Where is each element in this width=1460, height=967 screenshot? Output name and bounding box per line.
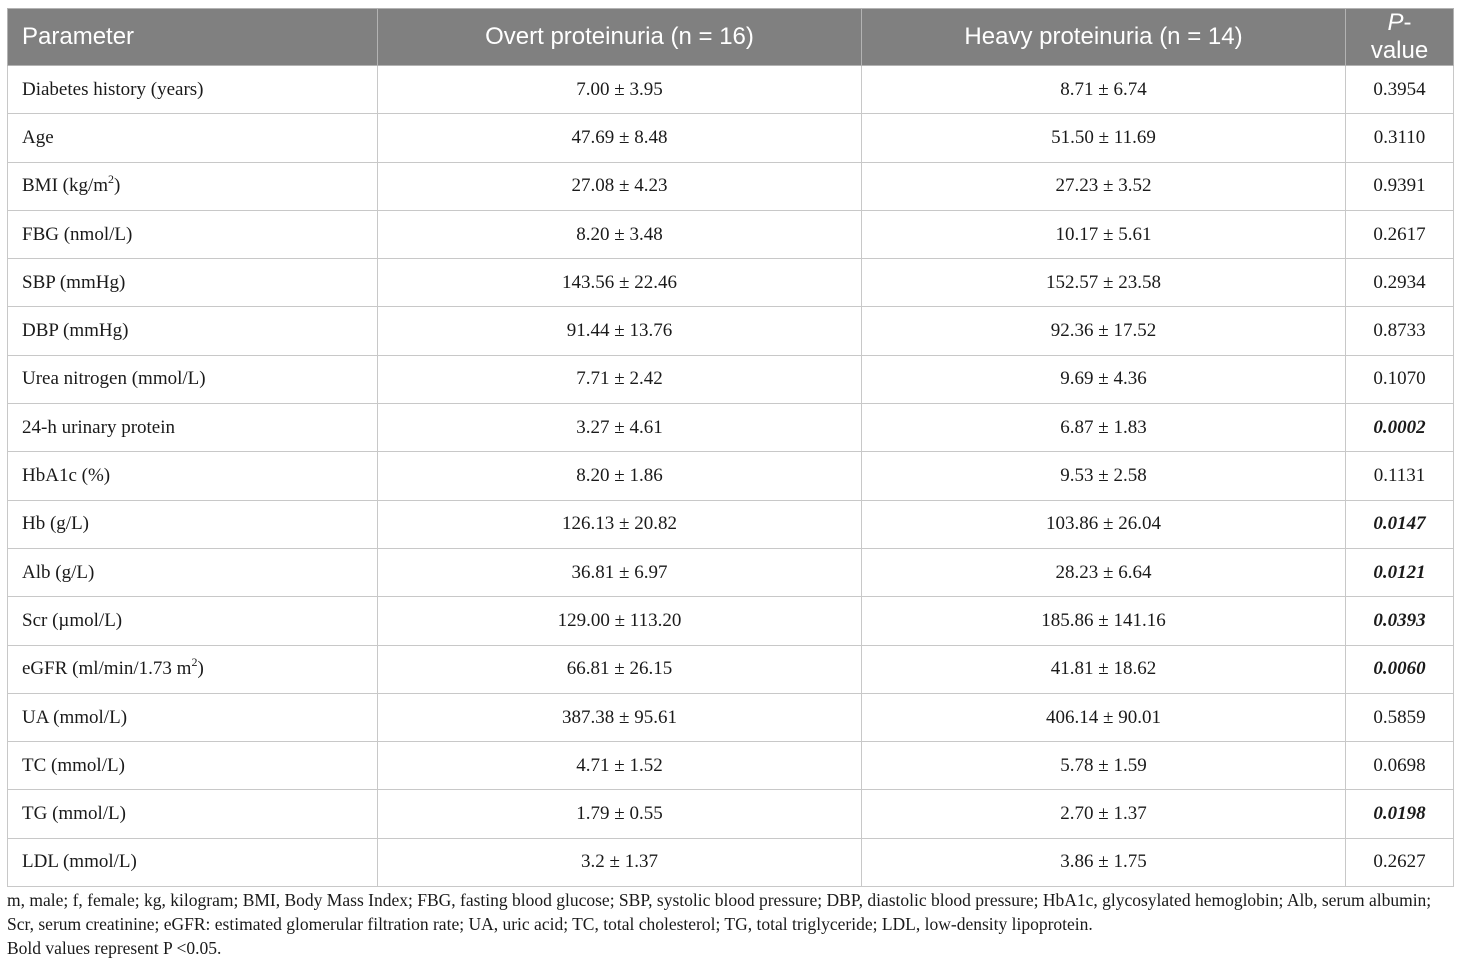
cell-heavy-value: 103.86 ± 26.04 bbox=[862, 500, 1346, 548]
cell-heavy-value: 406.14 ± 90.01 bbox=[862, 693, 1346, 741]
header-overt-proteinuria: Overt proteinuria (n = 16) bbox=[378, 9, 862, 66]
cell-p-value: 0.1070 bbox=[1346, 355, 1454, 403]
table-footnote bbox=[7, 888, 1457, 960]
parameter-text: eGFR (ml/min/1.73 m bbox=[22, 658, 192, 680]
cell-overt-value: 1.79 ± 0.55 bbox=[378, 790, 862, 838]
table-row bbox=[8, 693, 1454, 741]
cell-heavy-value: 2.70 ± 1.37 bbox=[862, 790, 1346, 838]
cell-heavy-value: 51.50 ± 11.69 bbox=[862, 114, 1346, 162]
parameter-text-end: ) bbox=[197, 658, 204, 680]
cell-overt-value: 91.44 ± 13.76 bbox=[378, 307, 862, 355]
table-row bbox=[8, 838, 1454, 886]
cell-parameter: SBP (mmHg) bbox=[8, 259, 378, 307]
table-row bbox=[8, 548, 1454, 596]
cell-heavy-value: 9.69 ± 4.36 bbox=[862, 355, 1346, 403]
cell-heavy-value: 152.57 ± 23.58 bbox=[862, 259, 1346, 307]
cell-p-value: 0.2934 bbox=[1346, 259, 1454, 307]
cell-parameter: TC (mmol/L) bbox=[8, 742, 378, 790]
cell-parameter: TG (mmol/L) bbox=[8, 790, 378, 838]
cell-overt-value: 7.71 ± 2.42 bbox=[378, 355, 862, 403]
cell-heavy-value: 92.36 ± 17.52 bbox=[862, 307, 1346, 355]
cell-p-value-significant: 0.0060 bbox=[1346, 645, 1454, 693]
cell-overt-value: 126.13 ± 20.82 bbox=[378, 500, 862, 548]
header-p-suffix: -value bbox=[1370, 9, 1429, 64]
cell-overt-value: 3.2 ± 1.37 bbox=[378, 838, 862, 886]
cell-overt-value: 143.56 ± 22.46 bbox=[378, 259, 862, 307]
table-row bbox=[8, 66, 1454, 114]
cell-overt-value: 47.69 ± 8.48 bbox=[378, 114, 862, 162]
cell-heavy-value: 8.71 ± 6.74 bbox=[862, 66, 1346, 114]
cell-p-value-significant: 0.0393 bbox=[1346, 597, 1454, 645]
cell-parameter: Age bbox=[8, 114, 378, 162]
cell-overt-value: 66.81 ± 26.15 bbox=[378, 645, 862, 693]
cell-parameter: FBG (nmol/L) bbox=[8, 210, 378, 258]
table-header bbox=[8, 9, 1454, 66]
table-row bbox=[8, 742, 1454, 790]
table-row bbox=[8, 210, 1454, 258]
cell-parameter: Diabetes history (years) bbox=[8, 66, 378, 114]
cell-p-value: 0.9391 bbox=[1346, 162, 1454, 210]
cell-overt-value: 8.20 ± 3.48 bbox=[378, 210, 862, 258]
cell-parameter: LDL (mmol/L) bbox=[8, 838, 378, 886]
footnote-bold-note: Bold values represent P <0.05. bbox=[7, 938, 222, 958]
table-row bbox=[8, 500, 1454, 548]
cell-heavy-value: 185.86 ± 141.16 bbox=[862, 597, 1346, 645]
cell-p-value: 0.3954 bbox=[1346, 66, 1454, 114]
table-row bbox=[8, 162, 1454, 210]
cell-heavy-value: 6.87 ± 1.83 bbox=[862, 404, 1346, 452]
parameter-text: BMI (kg/m bbox=[22, 175, 109, 197]
cell-p-value: 0.2617 bbox=[1346, 210, 1454, 258]
cell-overt-value: 7.00 ± 3.95 bbox=[378, 66, 862, 114]
header-p-value bbox=[1346, 9, 1454, 66]
parameter-text-end: ) bbox=[114, 175, 121, 197]
cell-p-value: 0.2627 bbox=[1346, 838, 1454, 886]
cell-heavy-value: 41.81 ± 18.62 bbox=[862, 645, 1346, 693]
cell-parameter: HbA1c (%) bbox=[8, 452, 378, 500]
cell-parameter bbox=[8, 162, 378, 210]
table-row bbox=[8, 404, 1454, 452]
cell-overt-value: 4.71 ± 1.52 bbox=[378, 742, 862, 790]
cell-heavy-value: 27.23 ± 3.52 bbox=[862, 162, 1346, 210]
parameter-superscript: 2 bbox=[191, 655, 198, 670]
header-p-letter: P bbox=[1387, 9, 1404, 36]
cell-heavy-value: 3.86 ± 1.75 bbox=[862, 838, 1346, 886]
header-parameter: Parameter bbox=[8, 9, 378, 66]
cell-overt-value: 27.08 ± 4.23 bbox=[378, 162, 862, 210]
cell-parameter: Hb (g/L) bbox=[8, 500, 378, 548]
table-row bbox=[8, 355, 1454, 403]
table-row bbox=[8, 645, 1454, 693]
parameter-superscript: 2 bbox=[108, 172, 115, 187]
cell-p-value: 0.3110 bbox=[1346, 114, 1454, 162]
cell-parameter: DBP (mmHg) bbox=[8, 307, 378, 355]
cell-parameter: Urea nitrogen (mmol/L) bbox=[8, 355, 378, 403]
clinical-parameters-table bbox=[7, 8, 1454, 887]
cell-p-value-significant: 0.0198 bbox=[1346, 790, 1454, 838]
table-row bbox=[8, 307, 1454, 355]
cell-overt-value: 36.81 ± 6.97 bbox=[378, 548, 862, 596]
table-row bbox=[8, 790, 1454, 838]
cell-parameter bbox=[8, 645, 378, 693]
cell-overt-value: 8.20 ± 1.86 bbox=[378, 452, 862, 500]
header-row bbox=[8, 9, 1454, 66]
cell-overt-value: 387.38 ± 95.61 bbox=[378, 693, 862, 741]
cell-p-value: 0.8733 bbox=[1346, 307, 1454, 355]
cell-parameter: Scr (µmol/L) bbox=[8, 597, 378, 645]
data-table-container bbox=[7, 8, 1453, 887]
table-row bbox=[8, 114, 1454, 162]
cell-p-value-significant: 0.0147 bbox=[1346, 500, 1454, 548]
cell-parameter: UA (mmol/L) bbox=[8, 693, 378, 741]
table-row bbox=[8, 452, 1454, 500]
cell-parameter: Alb (g/L) bbox=[8, 548, 378, 596]
cell-heavy-value: 5.78 ± 1.59 bbox=[862, 742, 1346, 790]
table-row bbox=[8, 259, 1454, 307]
cell-p-value-significant: 0.0002 bbox=[1346, 404, 1454, 452]
cell-overt-value: 129.00 ± 113.20 bbox=[378, 597, 862, 645]
cell-p-value: 0.5859 bbox=[1346, 693, 1454, 741]
cell-heavy-value: 10.17 ± 5.61 bbox=[862, 210, 1346, 258]
cell-overt-value: 3.27 ± 4.61 bbox=[378, 404, 862, 452]
cell-p-value-significant: 0.0121 bbox=[1346, 548, 1454, 596]
cell-heavy-value: 28.23 ± 6.64 bbox=[862, 548, 1346, 596]
cell-p-value: 0.0698 bbox=[1346, 742, 1454, 790]
table-body bbox=[8, 66, 1454, 887]
footnote-abbreviations: m, male; f, female; kg, kilogram; BMI, Body Mass Index; FBG, fasting blood glucose; SBP, systolic blood pressure; DBP, diastolic blood pressure; HbA1c, glycosylated hemoglobin; Alb, serum albumin; Scr, serum creatinine; eGFR: estimated glomerular filtration rate; UA, uric acid; TC, total cholesterol; TG, total triglyceride; LDL, low-density lipoprotein. bbox=[7, 890, 1432, 934]
cell-heavy-value: 9.53 ± 2.58 bbox=[862, 452, 1346, 500]
cell-p-value: 0.1131 bbox=[1346, 452, 1454, 500]
table-row bbox=[8, 597, 1454, 645]
cell-parameter: 24-h urinary protein bbox=[8, 404, 378, 452]
header-heavy-proteinuria: Heavy proteinuria (n = 14) bbox=[862, 9, 1346, 66]
